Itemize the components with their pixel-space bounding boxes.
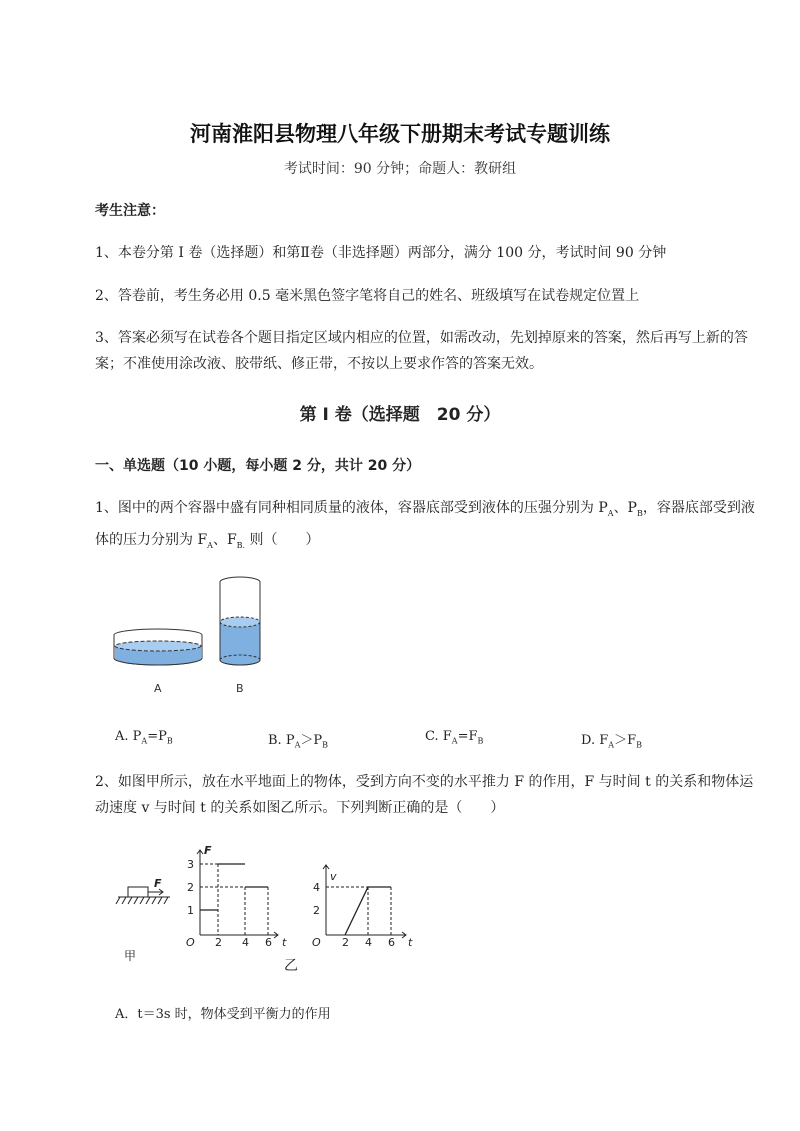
containers-figure (100, 570, 280, 700)
notice-item-2: 2、答卷前，考生务必用 0.5 毫米黑色签字笔将自己的姓名、班级填写在试卷规定位置上 (95, 288, 640, 304)
t-axis-label: t (408, 936, 413, 949)
q2-option-a[interactable]: A．t＝3s 时，物体受到平衡力的作用 (115, 1007, 331, 1022)
notice-heading: 考生注意： (95, 203, 165, 219)
push-force-label: F (154, 877, 162, 890)
notice-item-1: 1、本卷分第 I 卷（选择题）和第Ⅱ卷（非选择题）两部分，满分 100 分，考试时间 90 分钟 (95, 245, 667, 261)
container-a (114, 629, 202, 665)
t-tick: 6 (265, 936, 272, 949)
t-tick: 2 (215, 936, 222, 949)
origin-label: O (312, 936, 321, 949)
page-subtitle: 考试时间：90 分钟；命题人：教研组 (283, 161, 517, 177)
q1-option-b[interactable]: B. $P_A>P_B$ (268, 733, 329, 750)
figure-label-jia: 甲 (124, 949, 137, 963)
push-diagram (116, 887, 170, 904)
f-tick: 1 (187, 904, 194, 917)
figure-label-yi: 乙 (284, 958, 298, 974)
f-tick: 2 (187, 881, 194, 894)
v-axis-label: v (330, 870, 337, 883)
container-b (220, 577, 260, 665)
figure-label-a: A (154, 682, 162, 695)
q1-option-d[interactable]: D. $F_A>F_B$ (581, 733, 642, 750)
part-heading: 一、单选题（10 小题，每小题 2 分，共计 20 分） (95, 458, 421, 474)
v-tick: 2 (313, 904, 320, 917)
figure-label-b: B (236, 682, 244, 695)
t-tick: 6 (388, 936, 395, 949)
q1-option-c[interactable]: C. $F_A=F_B$ (425, 729, 484, 746)
f-tick: 3 (187, 858, 194, 871)
question-1-text: 1、图中的两个容器中盛有同种相同质量的液体，容器底部受到液体的压强分别为 $P_A$、$P_B$，容器底部受到液体的压力分别为 $F_A$、$F_{B.}$ 则（ ） (95, 500, 755, 550)
question-2-text: 2、如图甲所示，放在水平地面上的物体，受到方向不变的水平推力 F 的作用，F 与时间 t 的关系和物体运动速度 v 与时间 t 的关系如图乙所示。下列判断正确的是（ ） (95, 774, 754, 816)
section-title: 第 I 卷（选择题 20 分） (299, 405, 501, 425)
t-tick: 4 (365, 936, 372, 949)
f-axis-label: F (204, 844, 212, 857)
t-tick: 4 (242, 936, 249, 949)
t-axis-label: t (282, 936, 287, 949)
page-title: 河南淮阳县物理八年级下册期末考试专题训练 (190, 122, 610, 146)
q1-option-a[interactable]: A. $P_A=P_B$ (115, 729, 173, 746)
notice-item-3: 3、答案必须写在试卷各个题目指定区域内相应的位置，如需改动，先划掉原来的答案，然后再写上新的答案；不准使用涂改液、胶带纸、修正带，不按以上要求作答的答案无效。 (95, 330, 748, 372)
v-tick: 4 (313, 881, 320, 894)
force-time-graph (197, 850, 278, 938)
motion-graphs-figure (110, 840, 430, 980)
origin-label: O (186, 936, 195, 949)
t-tick: 2 (342, 936, 349, 949)
